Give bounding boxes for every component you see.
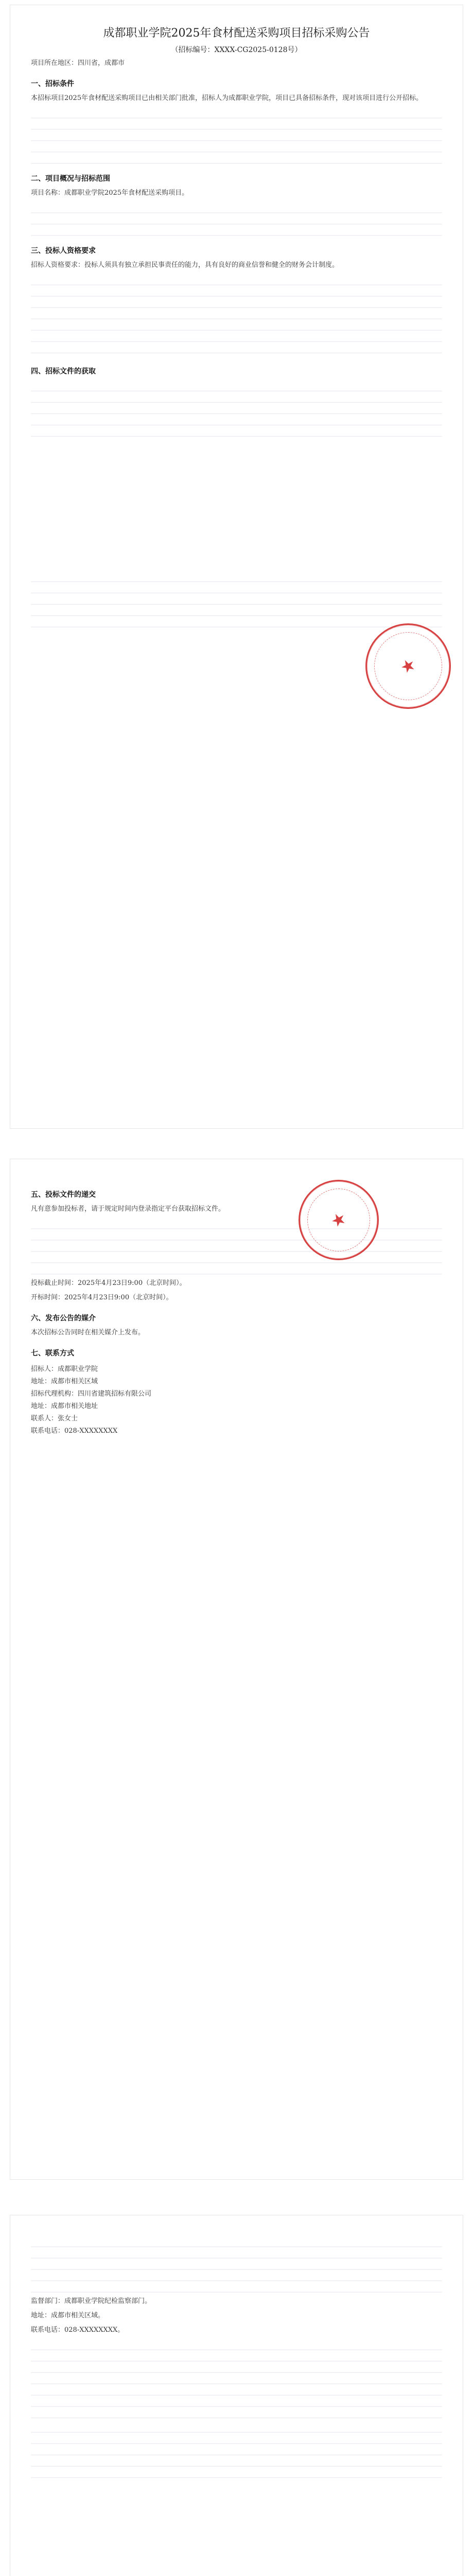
text-block xyxy=(31,2339,442,2421)
section-heading: 一、招标条件 xyxy=(31,80,74,88)
text-block xyxy=(31,571,442,628)
paragraph: 开标时间：2025年4月23日9:00（北京时间）。 xyxy=(31,1294,173,1301)
spacer xyxy=(31,2478,442,2576)
text-block xyxy=(31,2236,442,2293)
section-heading: 二、项目概况与招标范围 xyxy=(31,175,110,183)
text-block xyxy=(31,202,442,236)
paragraph: 本招标项目2025年食材配送采购项目已由相关部门批准，招标人为成都职业学院，项目已具备招标条件，现对该项目进行公开招标。 xyxy=(31,94,423,102)
contact-agency-address: 地址：成都市相关地址 xyxy=(31,1402,98,1410)
section-heading: 七、联系方式 xyxy=(31,1349,74,1358)
paragraph: 凡有意参加投标者，请于规定时间内登录指定平台获取招标文件。 xyxy=(31,1205,225,1213)
contact-buyer: 招标人：成都职业学院 xyxy=(31,1365,98,1373)
document-page-3 xyxy=(10,2215,463,2576)
paragraph: 招标人资格要求：投标人须具有独立承担民事责任的能力，具有良好的商业信誉和健全的财务会计制度。 xyxy=(31,261,339,269)
document-page-1 xyxy=(10,5,463,1128)
official-seal xyxy=(365,623,451,709)
seal-ring xyxy=(307,1189,370,1251)
spacer xyxy=(31,437,442,571)
section-heading: 六、发布公告的媒介 xyxy=(31,1314,96,1323)
doc-title: 成都职业学院2025年食材配送采购项目招标采购公告 xyxy=(103,27,370,40)
paragraph: 地址：成都市相关区域。 xyxy=(31,2312,105,2319)
official-seal xyxy=(299,1180,379,1260)
paragraph: 本次招标公告同时在相关媒介上发布。 xyxy=(31,1329,145,1336)
section-heading: 四、招标文件的获取 xyxy=(31,367,96,376)
seal-ring xyxy=(374,632,442,700)
text-block xyxy=(31,2421,442,2478)
contact-agency: 招标代理机构：四川省建筑招标有限公司 xyxy=(31,1390,152,1398)
text-block xyxy=(31,107,442,164)
text-block xyxy=(31,380,442,437)
section-heading: 五、投标文件的递交 xyxy=(31,1191,96,1199)
paragraph: 监督部门：成都职业学院纪检监察部门。 xyxy=(31,2297,152,2305)
paragraph: 联系电话：028-XXXXXXXX。 xyxy=(31,2326,125,2334)
text-block xyxy=(31,274,442,357)
document-page-2 xyxy=(10,1159,463,2179)
doc-intro: 项目所在地区：四川省，成都市 xyxy=(31,59,125,67)
text-block xyxy=(31,1218,442,1275)
doc-subtitle: （招标编号：XXXX-CG2025-0128号） xyxy=(171,46,302,54)
paragraph: 投标截止时间：2025年4月23日9:00（北京时间）。 xyxy=(31,1279,186,1287)
paragraph: 项目名称：成都职业学院2025年食材配送采购项目。 xyxy=(31,189,189,197)
contact-phone: 联系电话：028-XXXXXXXX xyxy=(31,1427,118,1435)
contact-buyer-address: 地址：成都市相关区域 xyxy=(31,1378,98,1385)
section-heading: 三、投标人资格要求 xyxy=(31,247,96,255)
contact-block xyxy=(31,1363,442,1437)
spacer xyxy=(31,1437,442,1705)
contact-person: 联系人：张女士 xyxy=(31,1415,78,1422)
